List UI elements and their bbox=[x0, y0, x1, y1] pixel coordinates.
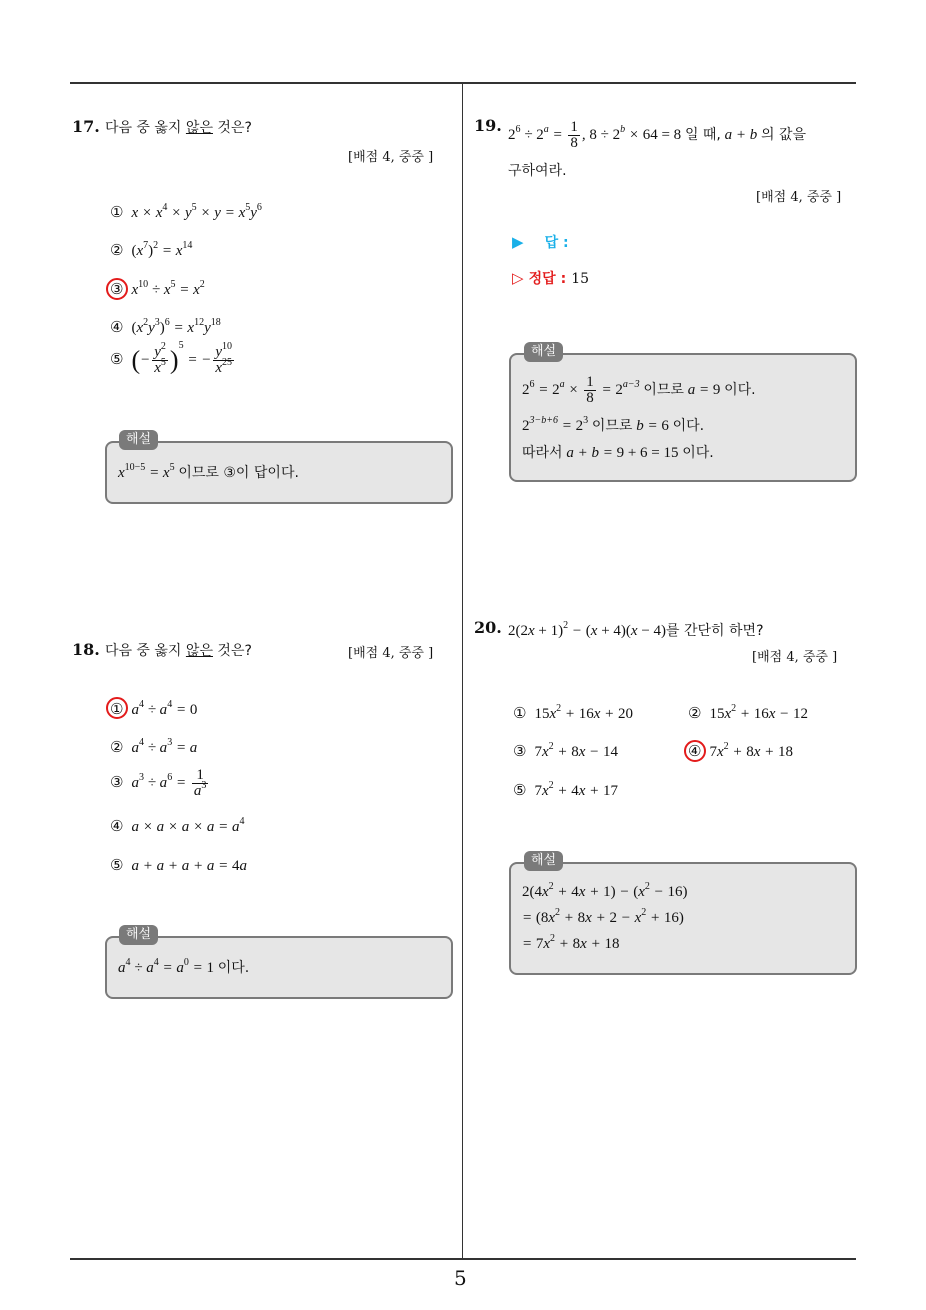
q18-question-underlined: 않은 bbox=[185, 643, 213, 659]
q17-number: 17. bbox=[72, 117, 100, 136]
q20-score: [배점 4, 중중 ] bbox=[752, 650, 838, 665]
answer-arrow-icon: ▶ bbox=[512, 233, 524, 251]
q19-score: [배점 4, 중중 ] bbox=[756, 190, 842, 205]
q18-question-post: 것은? bbox=[212, 643, 252, 659]
q19-answer-row[interactable] bbox=[512, 232, 569, 252]
q19-correct-row bbox=[512, 268, 589, 288]
q17-header bbox=[72, 117, 252, 137]
column-divider bbox=[462, 83, 463, 1259]
q17-choice-2[interactable]: ② $(x^7)^2 = x^{14}$ bbox=[110, 240, 193, 259]
q17-score: [배점 4, 중중 ] bbox=[348, 150, 434, 165]
q18-solution-tab: 해설 bbox=[119, 925, 158, 945]
q17-choice-1[interactable]: ① $x \times x^4 \times y^5 \times y = x^5y^6$ bbox=[110, 202, 262, 221]
q18-choice-5[interactable]: ⑤ a + a + a + a = 4a bbox=[110, 856, 247, 874]
correct-arrow-icon: ▷ bbox=[512, 269, 524, 287]
q18-solution: $a^4 \div a^4 = a^0 = 1$ 이다. bbox=[118, 957, 250, 976]
q19-number: 19. bbox=[474, 116, 502, 135]
q19-solution-line-2: $2^{3-b+6} = 2^3$ 이므로 b = 6 이다. bbox=[522, 415, 705, 434]
q19-solution-line-3: 따라서 a + b = 9 + 6 = 15 이다. bbox=[522, 445, 714, 461]
q18-header bbox=[72, 640, 252, 660]
q20-choice-5[interactable]: ⑤ $7x^2 + 4x + 17$ bbox=[513, 780, 619, 799]
q20-solution-tab: 해설 bbox=[524, 851, 563, 871]
q18-score: [배점 4, 중중 ] bbox=[348, 646, 434, 661]
q20-choice-3[interactable]: ③ $7x^2 + 8x - 14$ bbox=[513, 741, 619, 760]
q19-question-line2: 구하여라. bbox=[508, 163, 567, 179]
q20-question: $2(2x + 1)^2 - (x + 4)(x - 4)$를 간단히 하면? bbox=[508, 620, 764, 639]
q18-choice-1[interactable]: ① $a^4 \div a^4 = 0$ bbox=[110, 699, 198, 718]
q20-solution-line-1: $2(4x^2 + 4x + 1) - (x^2 - 16)$ bbox=[522, 881, 688, 900]
q19-correct-value: 15 bbox=[571, 271, 590, 287]
q20-number: 20. bbox=[474, 618, 502, 637]
page-number: 5 bbox=[454, 1266, 467, 1290]
q20-solution-line-2: = $(8x^2 + 8x + 2 - x^2 + 16)$ bbox=[522, 907, 684, 926]
top-rule bbox=[70, 82, 856, 84]
q18-number: 18. bbox=[72, 640, 100, 659]
q19-solution-line-1: $2^6 = 2^a$ × $\frac{1}{8}$ = $2^{a-3}$ 이므로 a = 9 이다. bbox=[522, 374, 756, 406]
q17-choice-3[interactable]: ③ $x^{10} \div x^5 = x^2$ bbox=[110, 279, 205, 298]
q18-choice-2[interactable]: ② $a^4 \div a^3 = a$ bbox=[110, 737, 198, 756]
q20-choice-2[interactable]: ② $15x^2 + 16x - 12$ bbox=[688, 703, 809, 722]
q19-solution-tab: 해설 bbox=[524, 342, 563, 362]
q19-answer-label: 답 : bbox=[544, 235, 569, 251]
q17-question-post: 것은? bbox=[212, 120, 252, 136]
q20-solution-line-3: = $7x^2 + 8x + 18$ bbox=[522, 933, 620, 952]
q19-question-line1: $2^6 \div 2^a$ = $\frac{1}{8}$ , $8 \div 2^b \times 64 = 8$ 일 때, a + b 의 값을 bbox=[508, 119, 807, 151]
bottom-rule bbox=[70, 1258, 856, 1260]
q18-choice-3[interactable]: ③ $a^3 \div a^6$ = $\frac{1}{a^3}$ bbox=[110, 767, 207, 799]
q19-correct-label: 정답 : bbox=[528, 271, 567, 287]
q17-solution: $x^{10-5} = x^5$ 이므로 ③이 답이다. bbox=[118, 462, 299, 481]
q18-choice-4[interactable]: ④ $a \times a \times a \times a = a^4$ bbox=[110, 816, 245, 835]
q18-question-pre: 다음 중 옳지 bbox=[104, 643, 186, 659]
q17-solution-tab: 해설 bbox=[119, 430, 158, 450]
q20-choice-4[interactable]: ④ $7x^2 + 8x + 18$ bbox=[688, 741, 794, 760]
q17-choice-5[interactable]: ⑤ (− $\frac{y^2}{x^5}$ )$^5$ = − $\frac{y^{10}}{x^{25}}$ bbox=[110, 339, 233, 376]
q17-question-underlined: 않은 bbox=[185, 120, 213, 136]
q17-question-pre: 다음 중 옳지 bbox=[104, 120, 186, 136]
q17-choice-4[interactable]: ④ $(x^2y^3)^6 = x^{12}y^{18}$ bbox=[110, 317, 221, 336]
q20-choice-1[interactable]: ① $15x^2 + 16x + 20$ bbox=[513, 703, 634, 722]
